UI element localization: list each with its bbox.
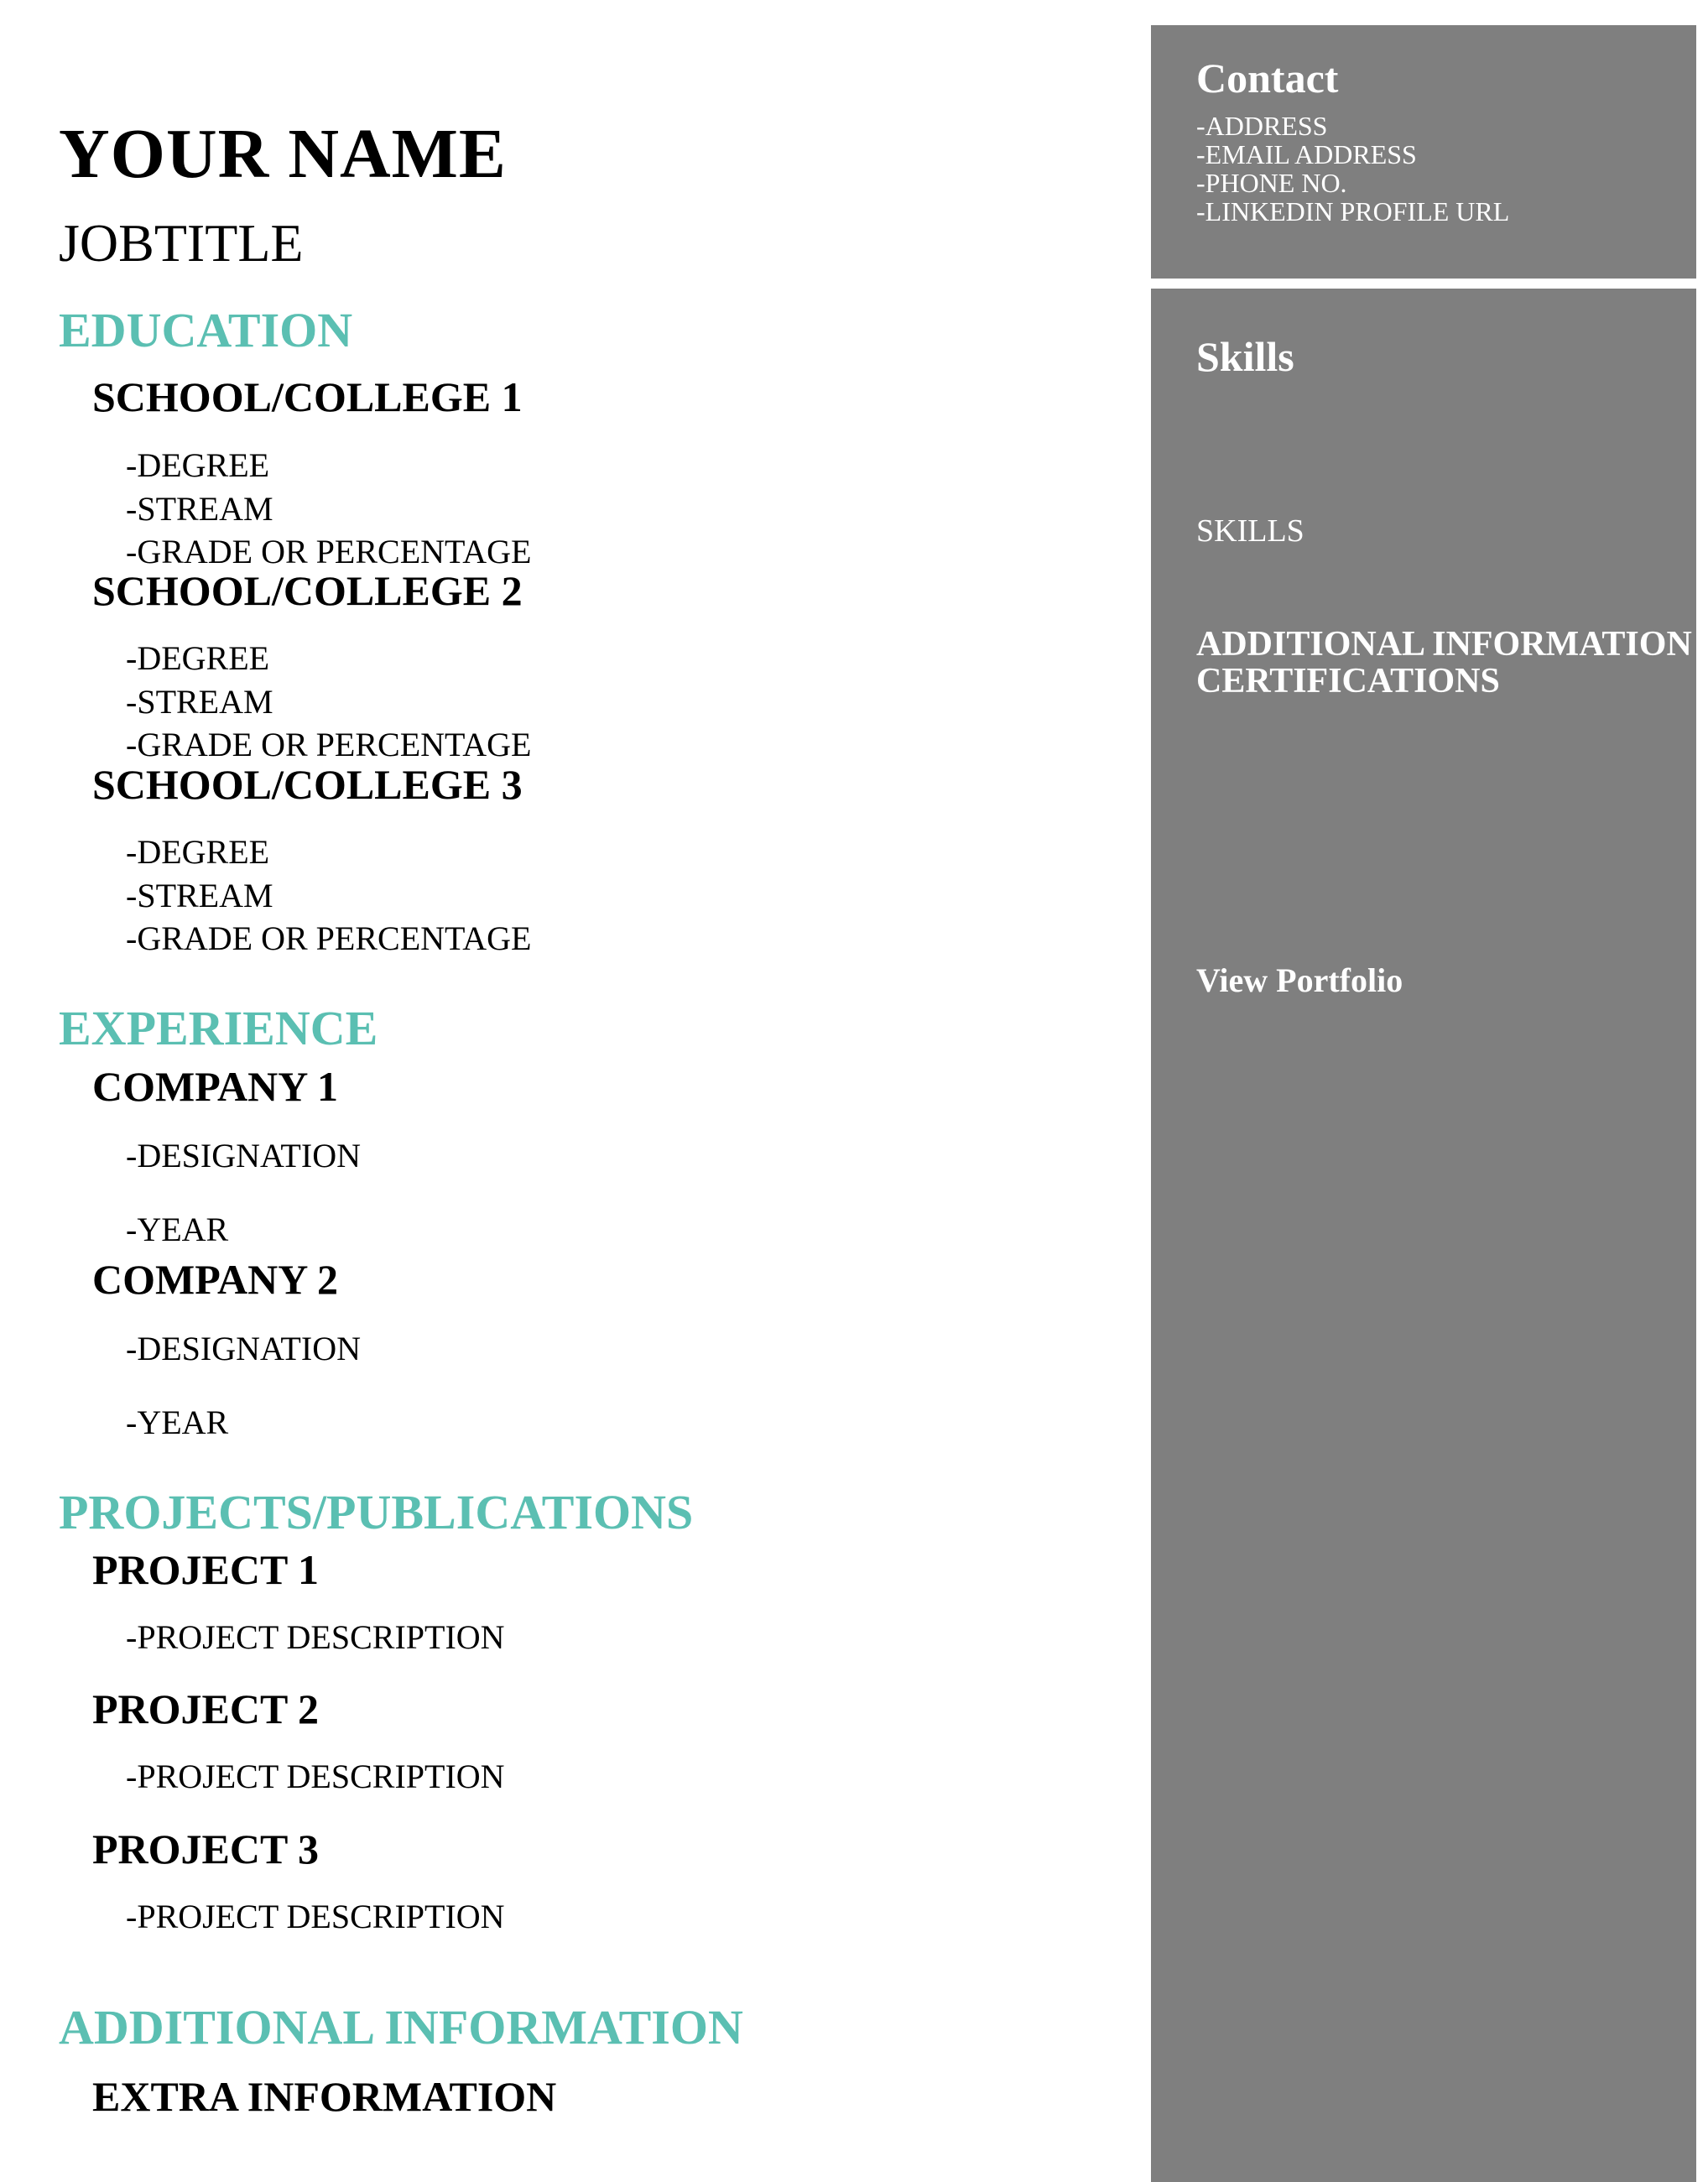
sidebar-additional-info: ADDITIONAL INFORMATION — [1196, 625, 1692, 664]
school-degree: -DEGREE — [126, 833, 270, 871]
company-name: COMPANY 2 — [92, 1256, 338, 1303]
contact-address: -ADDRESS — [1196, 111, 1328, 141]
experience-heading: EXPERIENCE — [59, 1001, 378, 1055]
company-name: COMPANY 1 — [92, 1063, 338, 1110]
project-name: PROJECT 3 — [92, 1825, 319, 1872]
company-year: -YEAR — [126, 1403, 229, 1441]
school-stream: -STREAM — [126, 877, 273, 914]
company-year: -YEAR — [126, 1211, 229, 1248]
view-portfolio-link[interactable]: View Portfolio — [1196, 961, 1403, 999]
skills-text: SKILLS — [1196, 513, 1304, 549]
school-degree: -DEGREE — [126, 446, 270, 484]
contact-heading: Contact — [1196, 55, 1339, 102]
school-grade: -GRADE OR PERCENTAGE — [126, 533, 532, 570]
school-grade: -GRADE OR PERCENTAGE — [126, 919, 532, 957]
skills-panel — [1151, 289, 1696, 2182]
school-degree: -DEGREE — [126, 639, 270, 677]
projects-heading: PROJECTS/PUBLICATIONS — [59, 1485, 694, 1539]
extra-information: EXTRA INFORMATION — [92, 2073, 557, 2120]
project-name: PROJECT 2 — [92, 1685, 319, 1732]
skills-heading: Skills — [1196, 333, 1294, 380]
company-designation: -DESIGNATION — [126, 1137, 361, 1174]
additional-heading: ADDITIONAL INFORMATION — [59, 2000, 743, 2054]
project-name: PROJECT 1 — [92, 1546, 319, 1593]
school-stream: -STREAM — [126, 490, 273, 528]
project-description: -PROJECT DESCRIPTION — [126, 1758, 505, 1795]
contact-linkedin: -LINKEDIN PROFILE URL — [1196, 196, 1510, 227]
project-description: -PROJECT DESCRIPTION — [126, 1618, 505, 1656]
job-title: JOBTITLE — [59, 213, 304, 273]
project-description: -PROJECT DESCRIPTION — [126, 1898, 505, 1935]
contact-email: -EMAIL ADDRESS — [1196, 139, 1417, 169]
contact-phone: -PHONE NO. — [1196, 168, 1347, 198]
school-name: SCHOOL/COLLEGE 1 — [92, 373, 523, 420]
school-name: SCHOOL/COLLEGE 3 — [92, 761, 523, 808]
school-grade: -GRADE OR PERCENTAGE — [126, 726, 532, 763]
school-name: SCHOOL/COLLEGE 2 — [92, 567, 523, 614]
sidebar-certifications: CERTIFICATIONS — [1196, 662, 1500, 700]
candidate-name: YOUR NAME — [59, 115, 507, 193]
education-heading: EDUCATION — [59, 303, 353, 357]
school-stream: -STREAM — [126, 683, 273, 721]
company-designation: -DESIGNATION — [126, 1330, 361, 1367]
